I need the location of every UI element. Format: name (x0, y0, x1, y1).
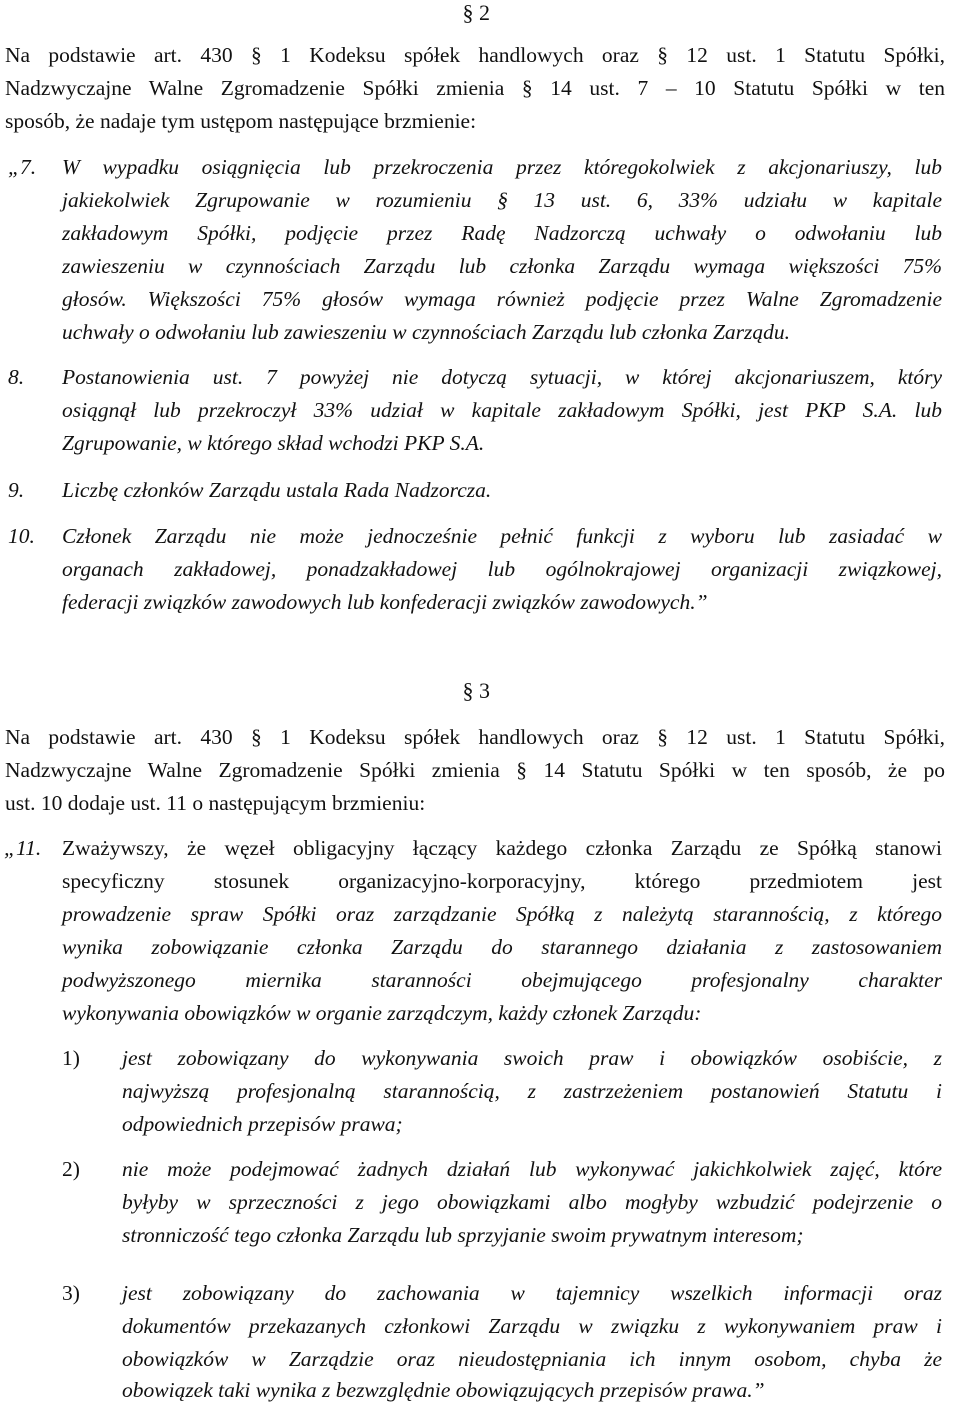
intro-line: sposób, że nadaje tym ustępom następujące brzmienie: (5, 109, 477, 133)
point-number: 8. (8, 365, 25, 389)
section-heading: § 2 (462, 0, 490, 25)
intro-line: Nadzwyczajne Walne Zgromadzenie Spółki zmienia § 14 Statutu Spółki w ten sposób, że po (5, 758, 945, 782)
subpoint-line: obowiązków w Zarządzie oraz nieudostępniania ich innym osobom, chyba że (122, 1347, 942, 1371)
subpoint-line: obowiązek taki wynika z bezwzględnie obowiązujących przepisów prawa.” (122, 1378, 765, 1402)
subpoint-line: odpowiednich przepisów prawa; (122, 1112, 403, 1136)
point-line: Postanowienia ust. 7 powyżej nie dotyczą sytuacji, w której akcjonariuszem, który (62, 365, 942, 389)
point-line: uchwały o odwołaniu lub zawieszeniu w czynnościach Zarządu lub członka Zarządu. (62, 320, 791, 344)
intro-line: Nadzwyczajne Walne Zgromadzenie Spółki zmienia § 14 ust. 7 – 10 Statutu Spółki w ten (5, 76, 945, 100)
point-line: zakładowym Spółki, podjęcie przez Radę Nadzorczą uchwały o odwołaniu lub (62, 221, 942, 245)
intro-line: Na podstawie art. 430 § 1 Kodeksu spółek handlowych oraz § 12 ust. 1 Statutu Spółki, (5, 725, 945, 749)
point-line: organach zakładowej, ponadzakładowej lub ogólnokrajowej organizacji związkowej, (62, 557, 942, 581)
subpoint-line: stronniczość tego członka Zarządu lub sprzyjanie swoim prywatnym interesom; (122, 1223, 804, 1247)
subpoint-line: najwyższą profesjonalną starannością, z zastrzeżeniem postanowień Statutu i (122, 1079, 942, 1103)
point-line: zawieszeniu w czynnościach Zarządu lub członka Zarządu wymaga większości 75% (62, 254, 942, 278)
subpoint-line: byłyby w sprzeczności z jego obowiązkami albo mogłyby wzbudzić podejrzenie o (122, 1190, 942, 1214)
intro-line: Na podstawie art. 430 § 1 Kodeksu spółek handlowych oraz § 12 ust. 1 Statutu Spółki, (5, 43, 945, 67)
subpoint-line: jest zobowiązany do wykonywania swoich praw i obowiązków osobiście, z (122, 1046, 942, 1070)
point-line: osiągnął lub przekroczył 33% udział w kapitale zakładowym Spółki, jest PKP S.A. lub (62, 398, 942, 422)
point-line: W wypadku osiągnięcia lub przekroczenia przez któregokolwiek z akcjonariuszy, lub (62, 155, 942, 179)
point-number: „11. (4, 836, 42, 860)
point-line: podwyższonego miernika staranności obejmującego profesjonalny charakter (62, 968, 942, 992)
point-line: wykonywania obowiązków w organie zarządczym, każdy członek Zarządu: (62, 1001, 702, 1025)
point-number: 10. (8, 524, 35, 548)
subpoint-line: nie może podejmować żadnych działań lub wykonywać jakichkolwiek zajęć, które (122, 1157, 942, 1181)
point-line: jakiekolwiek Zgrupowanie w rozumieniu § 13 ust. 6, 33% udziału w kapitale (62, 188, 942, 212)
point-line: prowadzenie spraw Spółki oraz zarządzanie Spółką z należytą starannością, z którego (62, 902, 942, 926)
point-line: Zważywszy, że węzeł obligacyjny łączący każdego członka Zarządu ze Spółką stanowi (62, 836, 942, 860)
point-line: wynika zobowiązanie członka Zarządu do starannego działania z zastosowaniem (62, 935, 942, 959)
subpoint-line: jest zobowiązany do zachowania w tajemnicy wszelkich informacji oraz (122, 1281, 942, 1305)
point-line: federacji związków zawodowych lub konfederacji związków zawodowych.” (62, 590, 708, 614)
point-line: Liczbę członków Zarządu ustala Rada Nadzorcza. (62, 478, 492, 502)
point-line: specyficzny stosunek organizacyjno-korporacyjny, którego przedmiotem jest (62, 869, 942, 893)
point-line: głosów. Większości 75% głosów wymaga również podjęcie przez Walne Zgromadzenie (62, 287, 942, 311)
subpoint-number: 2) (62, 1157, 80, 1181)
point-line: Członek Zarządu nie może jednocześnie pełnić funkcji z wyboru lub zasiadać w (62, 524, 942, 548)
point-line: Zgrupowanie, w którego skład wchodzi PKP S.A. (62, 431, 485, 455)
point-number: „7. (8, 155, 37, 179)
subpoint-line: dokumentów przekazanych członkowi Zarządu w związku z wykonywaniem praw i (122, 1314, 942, 1338)
intro-line: ust. 10 dodaje ust. 11 o następującym brzmieniu: (5, 791, 426, 815)
subpoint-number: 1) (62, 1046, 80, 1070)
point-number: 9. (8, 478, 25, 502)
section-heading: § 3 (462, 678, 490, 703)
subpoint-number: 3) (62, 1281, 80, 1305)
